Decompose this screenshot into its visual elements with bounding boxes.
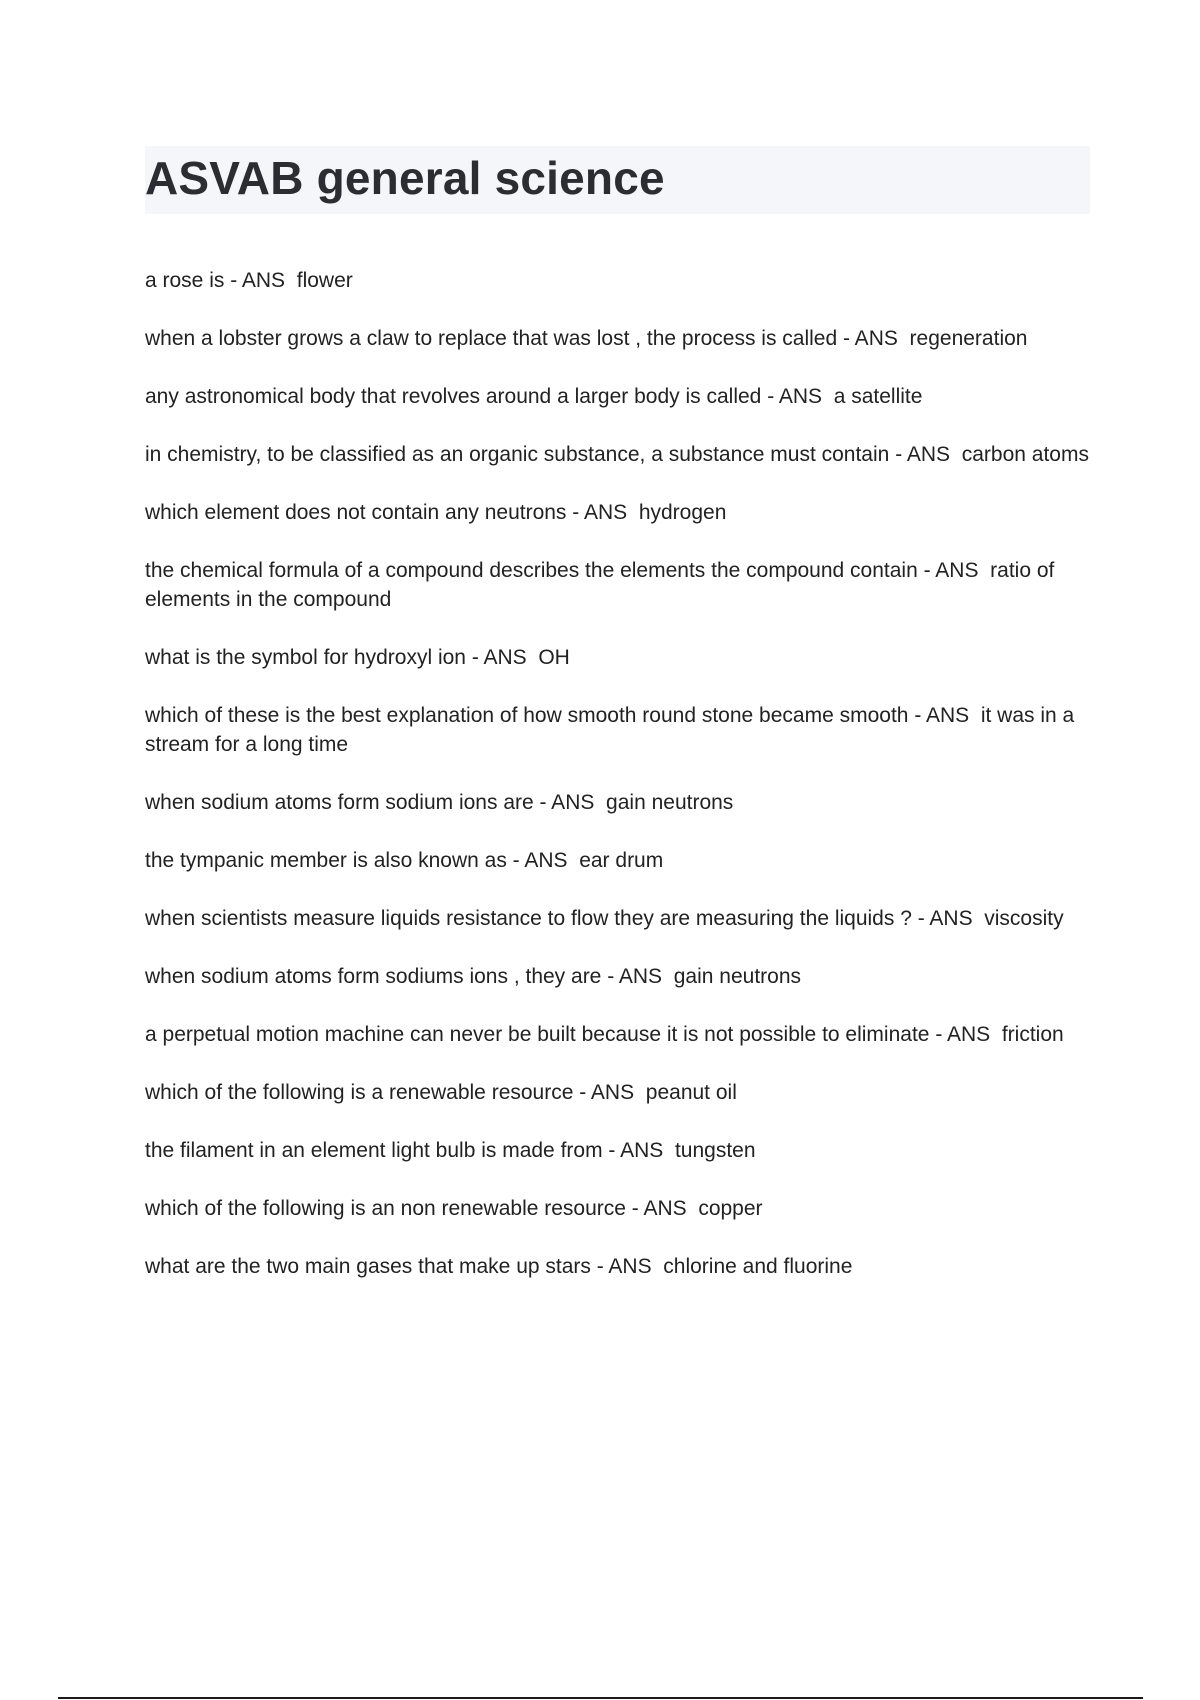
answer-marker: - ANS	[512, 849, 568, 872]
answer-text: ear drum	[579, 849, 664, 872]
answer-marker: - ANS	[572, 501, 628, 524]
answer-marker: - ANS	[230, 269, 286, 292]
page-bottom-divider	[58, 1697, 1143, 1699]
qa-item	[145, 324, 1090, 353]
answer-marker: - ANS	[607, 965, 663, 988]
answer-text: gain neutrons	[606, 791, 734, 814]
answer-marker: - ANS	[631, 1197, 687, 1220]
answer-marker: - ANS	[767, 385, 823, 408]
page-title: ASVAB general science	[145, 152, 665, 204]
answer-text: tungsten	[674, 1139, 756, 1162]
qa-item	[145, 701, 1090, 759]
question-text: when sodium atoms form sodiums ions , they are	[145, 965, 602, 988]
question-text: a rose is	[145, 269, 225, 292]
answer-text: regeneration	[909, 327, 1028, 350]
answer-text: friction	[1001, 1023, 1064, 1046]
qa-item	[145, 962, 1090, 991]
answer-text: copper	[698, 1197, 763, 1220]
qa-item	[145, 1194, 1090, 1223]
answer-marker: - ANS	[935, 1023, 991, 1046]
answer-marker: - ANS	[471, 646, 527, 669]
qa-item	[145, 1020, 1090, 1049]
question-text: when sodium atoms form sodium ions are	[145, 791, 534, 814]
qa-item	[145, 643, 1090, 672]
qa-item	[145, 382, 1090, 411]
answer-marker: - ANS	[914, 704, 970, 727]
qa-item	[145, 846, 1090, 875]
answer-text: gain neutrons	[673, 965, 802, 988]
question-text: what are the two main gases that make up stars	[145, 1255, 591, 1278]
qa-item	[145, 788, 1090, 817]
question-text: when a lobster grows a claw to replace that was lost , the process is called	[145, 327, 838, 350]
question-text: a perpetual motion machine can never be built because it is not possible to eliminate	[145, 1023, 930, 1046]
qa-list	[145, 266, 1090, 1310]
qa-item	[145, 556, 1090, 614]
qa-item	[145, 1078, 1090, 1107]
answer-text: it was in a stream for a long time	[145, 704, 1075, 756]
answer-text: chlorine and fluorine	[663, 1255, 853, 1278]
qa-item	[145, 440, 1090, 469]
answer-marker: - ANS	[608, 1139, 664, 1162]
answer-marker: - ANS	[917, 907, 973, 930]
question-text: when scientists measure liquids resistance to flow they are measuring the liquids ?	[145, 907, 912, 930]
answer-text: hydrogen	[638, 501, 727, 524]
qa-item	[145, 498, 1090, 527]
answer-marker: - ANS	[895, 443, 951, 466]
answer-marker: - ANS	[923, 559, 979, 582]
answer-text: flower	[296, 269, 353, 292]
answer-text: carbon atoms	[961, 443, 1089, 466]
answer-marker: - ANS	[579, 1081, 635, 1104]
answer-text: a satellite	[833, 385, 923, 408]
question-text: what is the symbol for hydroxyl ion	[145, 646, 466, 669]
answer-marker: - ANS	[539, 791, 595, 814]
answer-marker: - ANS	[843, 327, 898, 350]
question-text: the filament in an element light bulb is made from	[145, 1139, 603, 1162]
question-text: which element does not contain any neutrons	[145, 501, 567, 524]
question-text: any astronomical body that revolves around a larger body is called	[145, 385, 762, 408]
question-text: which of the following is an non renewable resource	[145, 1197, 626, 1220]
answer-text: ratio of elements in the compound	[145, 559, 1055, 611]
qa-item	[145, 904, 1090, 933]
question-text: the tympanic member is also known as	[145, 849, 507, 872]
question-text: the chemical formula of a compound describes the elements the compound contain	[145, 559, 918, 582]
qa-item	[145, 1252, 1090, 1281]
question-text: which of these is the best explanation of how smooth round stone became smooth	[145, 704, 909, 727]
question-text: which of the following is a renewable resource	[145, 1081, 574, 1104]
answer-text: viscosity	[984, 907, 1064, 930]
qa-item	[145, 266, 1090, 295]
qa-item	[145, 1136, 1090, 1165]
question-text: in chemistry, to be classified as an organic substance, a substance must contain	[145, 443, 890, 466]
answer-marker: - ANS	[596, 1255, 652, 1278]
title-banner	[145, 146, 1090, 214]
answer-text: peanut oil	[645, 1081, 737, 1104]
answer-text: OH	[538, 646, 570, 669]
